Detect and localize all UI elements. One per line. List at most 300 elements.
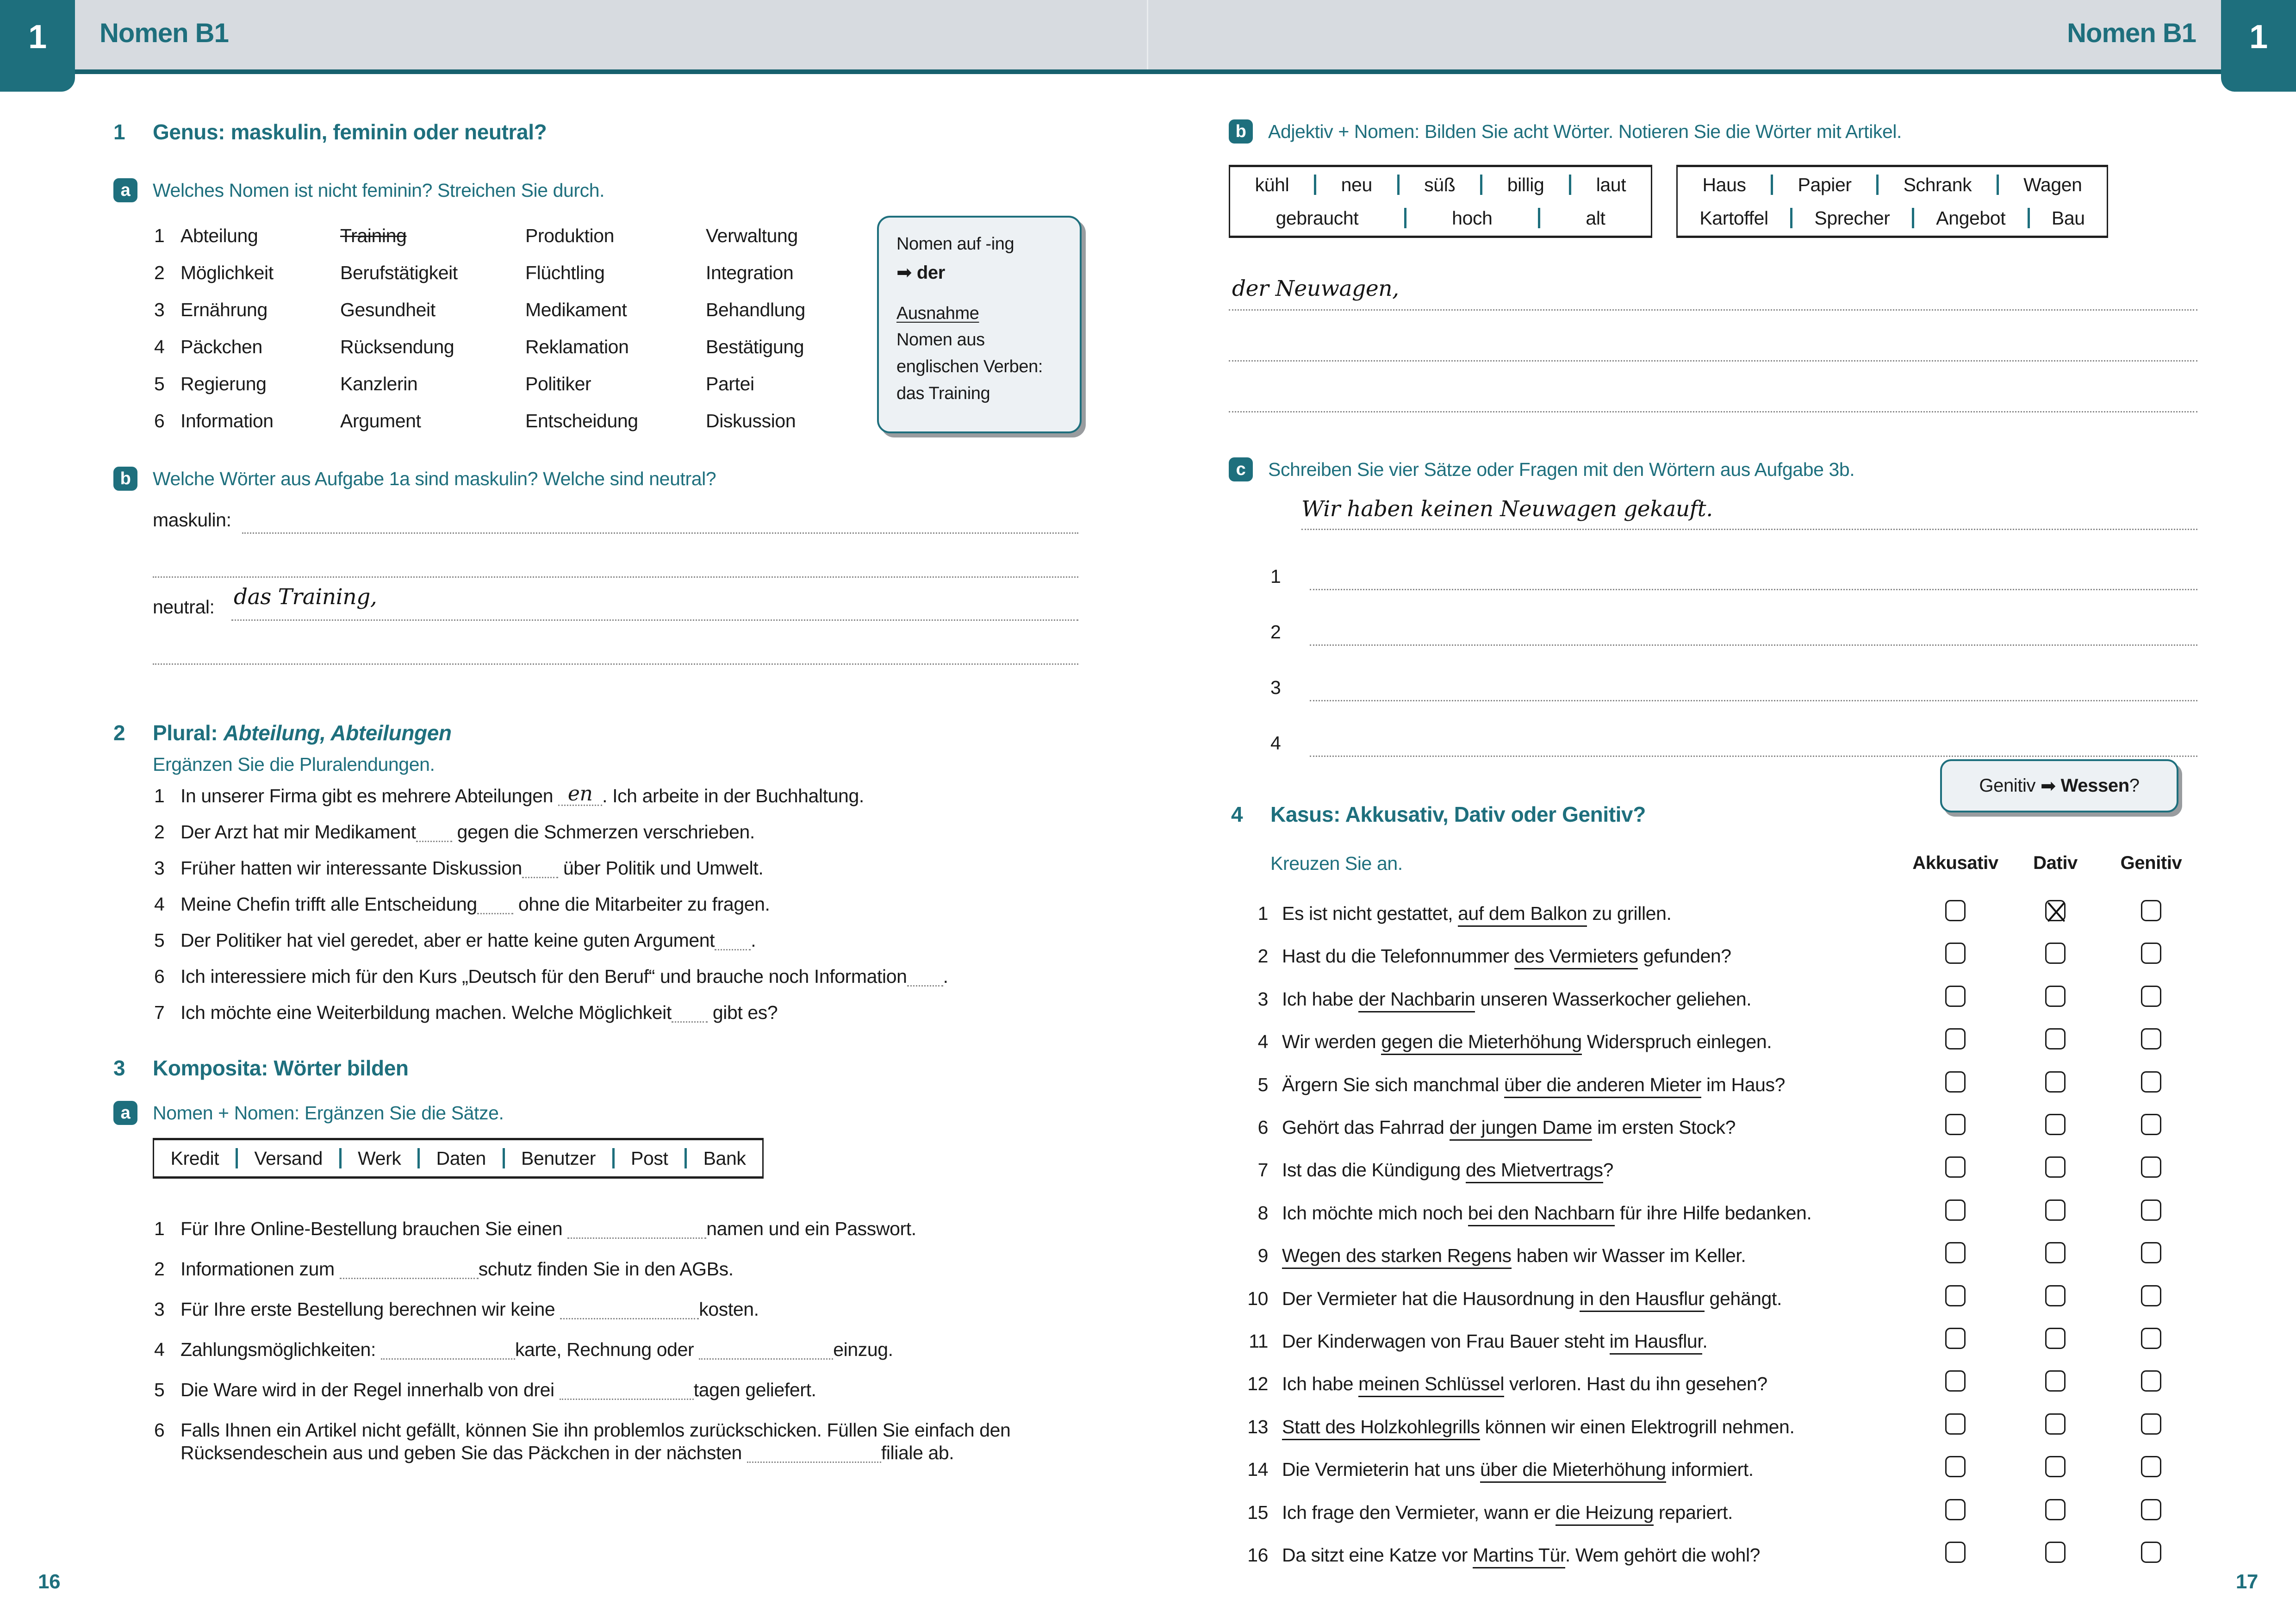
item-number: 3 <box>154 1299 165 1320</box>
grammar-info-box <box>877 216 1082 433</box>
answer-line[interactable] <box>1310 589 2197 590</box>
underlined-phrase: Wegen des starken Regens <box>1282 1245 1512 1269</box>
separator-bar <box>1404 208 1406 228</box>
exercise-1b-header <box>113 467 716 491</box>
checkbox-genitiv-row15[interactable] <box>2141 1499 2161 1520</box>
underlined-phrase: des Mietvertrags <box>1466 1159 1603 1183</box>
exercise-3b-instruction: Adjektiv + Nomen: Bilden Sie acht Wörter. Notieren Sie die Wörter mit Artikel. <box>1268 120 1902 142</box>
item-number: 1 <box>154 1218 165 1239</box>
row-number: 2 <box>154 262 165 283</box>
underlined-phrase: in den Hausflur <box>1580 1288 1705 1312</box>
maskulin-label: maskulin: <box>153 509 231 531</box>
exercise-3b-header <box>1229 119 1902 144</box>
exercise-4-instruction: Kreuzen Sie an. <box>1270 853 1403 874</box>
word[interactable]: Argument <box>340 410 421 431</box>
checkbox-akkusativ-row16[interactable] <box>1945 1542 1966 1563</box>
fill-in-blank[interactable] <box>477 894 513 914</box>
handwritten-answer: das Training, <box>234 584 377 610</box>
word-bank-word[interactable]: Sprecher <box>1814 207 1890 229</box>
checkbox-genitiv-row10[interactable] <box>2141 1285 2161 1306</box>
item-number: 4 <box>154 1339 165 1360</box>
arrow-icon: ➡ <box>2040 775 2056 796</box>
handwritten-example: Wir haben keinen Neuwagen gekauft. <box>1301 496 1713 522</box>
item-text: Zahlungsmöglichkeiten: karte, Rechnung oder einzug. <box>180 1339 893 1360</box>
item-number: 1 <box>154 785 165 806</box>
separator-bar <box>1876 175 1879 195</box>
fill-in-blank[interactable] <box>560 1380 694 1400</box>
neutral-label: neutral: <box>153 596 215 618</box>
checkbox-akkusativ-row9[interactable] <box>1945 1242 1966 1263</box>
word[interactable]: Medikament <box>525 299 627 320</box>
item-text: Informationen zum schutz finden Sie in den AGBs. <box>180 1258 734 1280</box>
separator-bar <box>339 1148 342 1168</box>
separator-bar <box>2028 208 2030 228</box>
sentence: Der Kinderwagen von Frau Bauer steht im Hausflur. <box>1282 1330 1707 1352</box>
item-text: Falls Ihnen ein Artikel nicht gefällt, können Sie ihn problemlos zurückschicken. Füllen Sie einfach den Rücksendeschein aus und geben Sie das Päckchen in der nächsten filiale ab. <box>180 1419 1011 1463</box>
checkbox-genitiv-row14[interactable] <box>2141 1456 2161 1477</box>
word[interactable]: Berufstätigkeit <box>340 262 458 283</box>
word-bank-word[interactable]: Post <box>631 1147 668 1169</box>
word-bank-3a <box>153 1138 764 1179</box>
item-number: 1 <box>1257 903 1268 924</box>
sentence: Wegen des starken Regens haben wir Wasser im Keller. <box>1282 1245 1746 1267</box>
word[interactable]: Integration <box>706 262 794 283</box>
sentence: Hast du die Telefonnummer des Vermieters gefunden? <box>1282 945 1731 967</box>
sentence: Wir werden gegen die Mieterhöhung Widerspruch einlegen. <box>1282 1031 1772 1053</box>
checkbox-akkusativ-row14[interactable] <box>1945 1456 1966 1477</box>
word-bank-word[interactable]: Kartoffel <box>1699 207 1768 229</box>
word-bank-word[interactable]: gebraucht <box>1276 207 1359 229</box>
item-number: 2 <box>154 1258 165 1280</box>
exercise-3c-header <box>1229 457 1854 481</box>
exercise-3a-instruction: Nomen + Nomen: Ergänzen Sie die Sätze. <box>153 1102 504 1124</box>
underlined-phrase: des Vermieters <box>1514 945 1638 969</box>
answer-line[interactable] <box>153 663 1078 665</box>
section-4-heading <box>1231 802 1646 827</box>
item-number: 6 <box>1257 1117 1268 1138</box>
page-gutter <box>1147 0 1148 69</box>
word-bank-word[interactable]: Bau <box>2051 207 2085 229</box>
word-bank-word[interactable]: Bank <box>703 1147 746 1169</box>
separator-bar <box>1997 175 1999 195</box>
checkbox-akkusativ-row2[interactable] <box>1945 943 1966 964</box>
exercise-2-item: 4 Meine Chefin trifft alle Entscheidung ohne die Mitarbeiter zu fragen. <box>154 893 770 915</box>
checkbox-genitiv-row12[interactable] <box>2141 1370 2161 1392</box>
word[interactable]: Gesundheit <box>340 299 436 320</box>
checkbox-genitiv-row2[interactable] <box>2141 943 2161 964</box>
underlined-phrase: über die Mieterhöhung <box>1480 1459 1666 1483</box>
sentence: Die Vermieterin hat uns über die Mieterhöhung informiert. <box>1282 1459 1754 1480</box>
word-bank-word[interactable]: Benutzer <box>521 1147 596 1169</box>
page-title-left: Nomen B1 <box>100 18 229 48</box>
underlined-phrase: über die anderen Mieter <box>1504 1074 1701 1098</box>
checkbox-dativ-row6[interactable] <box>2045 1114 2066 1135</box>
word-bank-word[interactable]: Daten <box>436 1147 486 1169</box>
row-number: 6 <box>154 410 165 431</box>
item-number: 15 <box>1247 1502 1268 1523</box>
handwritten-answer: en <box>567 782 593 806</box>
sentence: Es ist nicht gestattet, auf dem Balkon zu grillen. <box>1282 903 1671 924</box>
exercise-marker-b: b <box>113 467 137 491</box>
column-header-akkusativ: Akkusativ <box>1912 853 1998 873</box>
word[interactable]: Regierung <box>180 373 267 394</box>
word[interactable]: Kanzlerin <box>340 373 418 394</box>
section-2-heading <box>113 720 452 745</box>
exercise-1a-header <box>113 178 604 202</box>
checkbox-dativ-row1[interactable] <box>2045 900 2066 921</box>
sentence: Ich frage den Vermieter, wann er die Heizung repariert. <box>1282 1502 1733 1524</box>
word[interactable]: Entscheidung <box>525 410 638 431</box>
item-number: 5 <box>154 930 165 951</box>
item-text: Die Ware wird in der Regel innerhalb von drei tagen geliefert. <box>180 1379 816 1400</box>
separator-bar <box>612 1148 615 1168</box>
underlined-phrase: der Nachbarin <box>1358 988 1475 1012</box>
checkbox-dativ-row2[interactable] <box>2045 943 2066 964</box>
word[interactable]: Behandlung <box>706 299 805 320</box>
fill-in-blank[interactable] <box>699 1340 833 1360</box>
exercise-3a-item <box>154 1419 1098 1464</box>
section-title-example: Abteilung, Abteilungen <box>223 721 452 745</box>
exercise-marker-c: c <box>1229 457 1253 481</box>
checkbox-akkusativ-row15[interactable] <box>1945 1499 1966 1520</box>
word[interactable]: Abteilung <box>180 225 258 246</box>
checkbox-genitiv-row3[interactable] <box>2141 986 2161 1007</box>
checkbox-dativ-row8[interactable] <box>2045 1199 2066 1221</box>
answer-line[interactable] <box>1310 756 2197 757</box>
checkbox-dativ-row15[interactable] <box>2045 1499 2066 1520</box>
item-number: 8 <box>1257 1202 1268 1224</box>
item-text: Für Ihre Online-Bestellung brauchen Sie einen namen und ein Passwort. <box>180 1218 916 1239</box>
item-number: 6 <box>154 1419 165 1441</box>
column-header-dativ: Dativ <box>2033 853 2078 873</box>
checkbox-dativ-row10[interactable] <box>2045 1285 2066 1306</box>
sentence: Statt des Holzkohlegrills können wir einen Elektrogrill nehmen. <box>1282 1416 1794 1438</box>
separator-bar <box>1314 175 1316 195</box>
info-line: englischen Verben: <box>896 357 1043 377</box>
underlined-phrase: auf dem Balkon <box>1458 903 1587 927</box>
word-bank-word[interactable]: Versand <box>254 1147 323 1169</box>
section-title: Genus: maskulin, feminin oder neutral? <box>153 120 547 144</box>
checkbox-dativ-row14[interactable] <box>2045 1456 2066 1477</box>
checkbox-genitiv-row6[interactable] <box>2141 1114 2161 1135</box>
fill-in-blank[interactable] <box>560 1299 699 1319</box>
answer-line[interactable] <box>1310 644 2197 646</box>
underlined-phrase: bei den Nachbarn <box>1468 1202 1615 1226</box>
exercise-2-item: 5 Der Politiker hat viel geredet, aber er hatte keine guten Argument . <box>154 930 756 951</box>
separator-bar <box>1771 175 1773 195</box>
separator-bar <box>503 1148 505 1168</box>
word[interactable]: Diskussion <box>706 410 796 431</box>
item-number: 11 <box>1249 1330 1268 1352</box>
line-number: 3 <box>1270 677 1281 698</box>
separator-bar <box>417 1148 420 1168</box>
word-bank-word[interactable]: billig <box>1507 174 1544 195</box>
checkbox-dativ-row4[interactable] <box>2045 1028 2066 1049</box>
separator-bar <box>1912 208 1914 228</box>
separator-bar <box>1790 208 1792 228</box>
section-title: Kasus: Akkusativ, Dativ oder Genitiv? <box>1270 802 1646 826</box>
page-number-right: 17 <box>2235 1570 2258 1593</box>
item-number: 7 <box>154 1002 165 1023</box>
info-case: Genitiv <box>1979 775 2036 796</box>
section-3-heading <box>113 1056 409 1081</box>
answer-line[interactable] <box>1229 360 2197 362</box>
row-number: 1 <box>154 225 165 246</box>
exercise-2-item: 2 Der Arzt hat mir Medikament gegen die Schmerzen verschrieben. <box>154 821 755 843</box>
word[interactable]: Produktion <box>525 225 615 246</box>
exercise-1b-instruction: Welche Wörter aus Aufgabe 1a sind maskulin? Welche sind neutral? <box>153 468 716 489</box>
exercise-1a-instruction: Welches Nomen ist nicht feminin? Streichen Sie durch. <box>153 179 605 201</box>
checkbox-genitiv-row9[interactable] <box>2141 1242 2161 1263</box>
info-line: das Training <box>896 383 990 403</box>
line-number: 4 <box>1270 732 1281 754</box>
word[interactable]: Partei <box>706 373 754 394</box>
word-bank-line <box>1230 201 1651 235</box>
checkbox-dativ-row13[interactable] <box>2045 1413 2066 1435</box>
exercise-2-instruction: Ergänzen Sie die Pluralendungen. <box>153 754 435 775</box>
info-article: der <box>916 262 945 283</box>
answer-line[interactable] <box>231 619 1078 621</box>
section-title: Plural: <box>153 721 218 745</box>
line-number: 2 <box>1270 621 1281 643</box>
fill-in-blank[interactable] <box>672 1003 708 1023</box>
fill-in-blank[interactable] <box>522 858 558 878</box>
separator-bar <box>1480 175 1482 195</box>
info-question-word: Wessen <box>2060 775 2129 796</box>
item-number: 6 <box>154 966 165 987</box>
word-bank-word[interactable]: Wagen <box>2023 174 2082 195</box>
checkbox-dativ-row12[interactable] <box>2045 1370 2066 1392</box>
answer-line[interactable] <box>1310 700 2197 701</box>
section-number: 1 <box>113 120 125 144</box>
checkbox-dativ-row5[interactable] <box>2045 1071 2066 1093</box>
word-bank-line <box>1678 168 2107 201</box>
fill-in-blank[interactable] <box>747 1443 881 1463</box>
item-number: 5 <box>1257 1074 1268 1095</box>
item-number: 16 <box>1247 1544 1268 1566</box>
answer-line[interactable] <box>1229 411 2197 412</box>
underlined-phrase: im Hausflur <box>1610 1330 1703 1355</box>
underlined-phrase: die Heizung <box>1556 1502 1654 1526</box>
word-bank-line <box>1678 201 2107 235</box>
info-line: Nomen auf -ing <box>896 234 1014 254</box>
section-1-heading <box>113 119 547 144</box>
sentence: Ich möchte mich noch bei den Nachbarn für ihre Hilfe bedanken. <box>1282 1202 1811 1224</box>
word[interactable]: Rücksendung <box>340 336 454 357</box>
checkbox-genitiv-row5[interactable] <box>2141 1071 2161 1093</box>
fill-in-blank[interactable] <box>558 782 602 806</box>
checkbox-genitiv-row8[interactable] <box>2141 1199 2161 1221</box>
item-number: 12 <box>1247 1373 1268 1394</box>
exercise-3c-instruction: Schreiben Sie vier Sätze oder Fragen mit den Wörtern aus Aufgabe 3b. <box>1268 458 1855 480</box>
item-number: 2 <box>1257 945 1268 967</box>
checkbox-dativ-row3[interactable] <box>2045 986 2066 1007</box>
checkbox-akkusativ-row10[interactable] <box>1945 1285 1966 1306</box>
separator-bar <box>236 1148 238 1168</box>
item-number: 4 <box>1257 1031 1268 1052</box>
word-bank-adjectives <box>1229 165 1652 238</box>
item-number: 14 <box>1247 1459 1268 1480</box>
underlined-phrase: meinen Schlüssel <box>1358 1373 1504 1397</box>
word-struck[interactable]: Training <box>340 225 407 246</box>
row-number: 5 <box>154 373 165 394</box>
answer-line[interactable] <box>242 532 1078 534</box>
word[interactable]: Päckchen <box>180 336 262 357</box>
checkbox-genitiv-row16[interactable] <box>2141 1542 2161 1563</box>
checkbox-akkusativ-row13[interactable] <box>1945 1413 1966 1435</box>
word-bank-word[interactable]: kühl <box>1255 174 1289 195</box>
word-bank-word[interactable]: Haus <box>1702 174 1746 195</box>
checkbox-genitiv-row11[interactable] <box>2141 1328 2161 1349</box>
checkbox-genitiv-row7[interactable] <box>2141 1156 2161 1178</box>
exercise-2-item: 6 Ich interessiere mich für den Kurs „Deutsch für den Beruf“ und brauche noch Information . <box>154 966 948 987</box>
page-title-right: Nomen B1 <box>2067 18 2196 48</box>
fill-in-blank[interactable] <box>381 1340 515 1360</box>
header-underline <box>0 69 2296 74</box>
checkbox-akkusativ-row1[interactable] <box>1945 900 1966 921</box>
checkbox-dativ-row11[interactable] <box>2045 1328 2066 1349</box>
separator-bar <box>1397 175 1400 195</box>
word-bank-word[interactable]: Papier <box>1798 174 1852 195</box>
word[interactable]: Politiker <box>525 373 591 394</box>
underlined-phrase: der jungen Dame <box>1450 1117 1593 1141</box>
word[interactable]: Reklamation <box>525 336 629 357</box>
chapter-number: 1 <box>2249 19 2268 56</box>
genitiv-info-box <box>1940 759 2178 812</box>
word[interactable]: Ernährung <box>180 299 268 320</box>
sentence: Ärgern Sie sich manchmal über die anderen Mieter im Haus? <box>1282 1074 1785 1096</box>
exercise-marker-a: a <box>113 178 137 202</box>
fill-in-blank[interactable] <box>416 822 452 842</box>
word-bank-nouns <box>1676 165 2108 238</box>
word-bank-word[interactable]: Schrank <box>1903 174 1972 195</box>
word-bank-line <box>1230 168 1651 201</box>
chapter-number: 1 <box>28 19 47 56</box>
exercise-2-item: 3 Früher hatten wir interessante Diskussion über Politik und Umwelt. <box>154 857 764 879</box>
item-number: 7 <box>1257 1159 1268 1181</box>
checkbox-akkusativ-row11[interactable] <box>1945 1328 1966 1349</box>
exercise-2-item: 1 In unserer Firma gibt es mehrere Abteilungen en . Ich arbeite in der Buchhaltung. <box>154 782 864 806</box>
word-bank-word[interactable]: hoch <box>1452 207 1493 229</box>
answer-line[interactable] <box>1301 529 2197 530</box>
item-number: 2 <box>154 821 165 843</box>
sentence: Da sitzt eine Katze vor Martins Tür. Wem gehört die wohl? <box>1282 1544 1760 1566</box>
sentence: Der Vermieter hat die Hausordnung in den Hausflur gehängt. <box>1282 1288 1782 1310</box>
row-number: 4 <box>154 336 165 357</box>
checkbox-genitiv-row4[interactable] <box>2141 1028 2161 1049</box>
sentence: Ist das die Kündigung des Mietvertrags? <box>1282 1159 1613 1181</box>
checkbox-akkusativ-row7[interactable] <box>1945 1156 1966 1178</box>
word-bank-line <box>154 1142 762 1175</box>
word-bank-word[interactable]: laut <box>1596 174 1626 195</box>
checkbox-dativ-row7[interactable] <box>2045 1156 2066 1178</box>
word[interactable]: Flüchtling <box>525 262 605 283</box>
checkbox-akkusativ-row12[interactable] <box>1945 1370 1966 1392</box>
exercise-2-item: 7 Ich möchte eine Weiterbildung machen. Welche Möglichkeit gibt es? <box>154 1002 778 1023</box>
exercise-3a-item <box>154 1338 1098 1361</box>
exercise-3a-item <box>154 1258 1098 1280</box>
fill-in-blank[interactable] <box>715 931 751 950</box>
page-number-left: 16 <box>38 1570 61 1593</box>
separator-bar <box>684 1148 687 1168</box>
exercise-marker-a: a <box>113 1101 137 1125</box>
sentence: Gehört das Fahrrad der jungen Dame im ersten Stock? <box>1282 1117 1736 1138</box>
fill-in-blank[interactable] <box>340 1259 479 1279</box>
word-bank-word[interactable]: neu <box>1341 174 1372 195</box>
checkbox-dativ-row9[interactable] <box>2045 1242 2066 1263</box>
checkbox-akkusativ-row5[interactable] <box>1945 1071 1966 1093</box>
answer-line[interactable] <box>153 576 1078 578</box>
word-bank-word[interactable]: Kredit <box>170 1147 219 1169</box>
info-rule <box>896 262 1062 283</box>
header-band <box>0 0 2296 69</box>
item-number: 3 <box>1257 988 1268 1010</box>
arrow-icon: ➡ <box>896 262 912 283</box>
checkbox-genitiv-row13[interactable] <box>2141 1413 2161 1435</box>
chapter-tab-right <box>2221 0 2296 92</box>
exercise-marker-b: b <box>1229 119 1253 144</box>
word[interactable]: Information <box>180 410 274 431</box>
info-exception-label: Ausnahme <box>896 303 979 323</box>
separator-bar <box>1569 175 1571 195</box>
fill-in-blank[interactable] <box>907 967 943 987</box>
answer-line[interactable] <box>1229 309 2197 311</box>
word-bank-word[interactable]: süß <box>1424 174 1456 195</box>
column-header-genitiv: Genitiv <box>2120 853 2182 873</box>
checkbox-akkusativ-row4[interactable] <box>1945 1028 1966 1049</box>
exercise-3a-item <box>154 1218 1098 1240</box>
sentence: Ich habe der Nachbarin unseren Wasserkocher geliehen. <box>1282 988 1751 1010</box>
word[interactable]: Bestätigung <box>706 336 804 357</box>
exercise-3a-item <box>154 1298 1098 1321</box>
checkbox-dativ-row16[interactable] <box>2045 1542 2066 1563</box>
section-number: 3 <box>113 1056 125 1080</box>
item-number: 9 <box>1257 1245 1268 1266</box>
section-number: 2 <box>113 721 125 745</box>
item-number: 13 <box>1247 1416 1268 1437</box>
checkbox-genitiv-row1[interactable] <box>2141 900 2161 921</box>
separator-bar <box>1538 208 1540 228</box>
handwritten-answer: der Neuwagen, <box>1232 276 1399 301</box>
line-number: 1 <box>1270 566 1281 587</box>
chapter-tab-left <box>0 0 75 92</box>
item-number: 5 <box>154 1379 165 1400</box>
word-bank-word[interactable]: Angebot <box>1936 207 2006 229</box>
exercise-3a-items <box>154 1218 1098 1482</box>
section-number: 4 <box>1231 802 1243 826</box>
underlined-phrase: Martins Tür <box>1473 1544 1565 1568</box>
word[interactable]: Möglichkeit <box>180 262 274 283</box>
item-text: Für Ihre erste Bestellung berechnen wir keine kosten. <box>180 1299 759 1320</box>
underlined-phrase: gegen die Mieterhöhung <box>1381 1031 1581 1055</box>
checkbox-akkusativ-row6[interactable] <box>1945 1114 1966 1135</box>
info-line: Nomen aus <box>896 330 985 350</box>
word[interactable]: Verwaltung <box>706 225 798 246</box>
item-number: 10 <box>1247 1288 1268 1309</box>
item-number: 3 <box>154 857 165 879</box>
exercise-3a-item <box>154 1379 1098 1401</box>
checkbox-akkusativ-row3[interactable] <box>1945 986 1966 1007</box>
word-bank-word[interactable]: Werk <box>358 1147 401 1169</box>
checkbox-akkusativ-row8[interactable] <box>1945 1199 1966 1221</box>
word-bank-word[interactable]: alt <box>1586 207 1605 229</box>
underlined-phrase: Statt des Holzkohlegrills <box>1282 1416 1480 1440</box>
section-title: Komposita: Wörter bilden <box>153 1056 409 1080</box>
info-question-mark: ? <box>2129 775 2140 796</box>
fill-in-blank[interactable] <box>567 1219 706 1239</box>
row-number: 3 <box>154 299 165 320</box>
item-number: 4 <box>154 893 165 915</box>
